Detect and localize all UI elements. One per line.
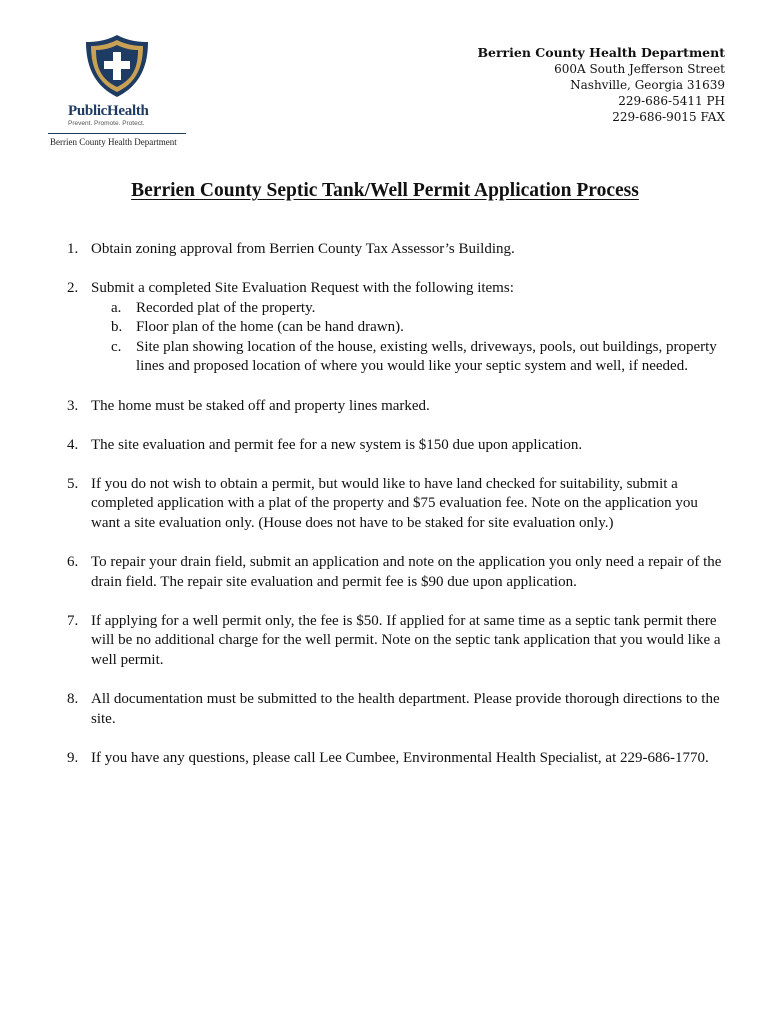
sub-list-item: [111, 338, 727, 377]
step-text: Obtain zoning approval from Berrien County Tax Assessor’s Building.: [91, 241, 515, 257]
logo-tagline: Prevent. Promote. Protect.: [68, 120, 145, 127]
department-address-block: [477, 45, 725, 125]
step-text: The site evaluation and permit fee for a new system is $150 due upon application.: [91, 436, 583, 453]
step-text: The home must be staked off and property lines marked.: [91, 397, 430, 414]
list-item: [67, 749, 727, 769]
logo-department: Berrien County Health Department: [50, 137, 177, 147]
sub-item-text: Recorded plat of the property.: [136, 299, 316, 316]
process-steps-list: [67, 240, 727, 788]
logo-divider: [48, 133, 186, 134]
list-item: [67, 397, 727, 417]
list-item: [67, 475, 727, 534]
step-number: 9.: [67, 749, 79, 766]
list-item: [67, 553, 727, 592]
step-text: To repair your drain field, submit an application and note on the application you only need a repair of the drain field. The repair site evaluation and permit fee is $90 due upon application.: [91, 554, 722, 590]
sub-item-letter: c.: [111, 338, 122, 355]
list-item: [67, 240, 727, 260]
step-text: If applying for a well permit only, the fee is $50. If applied for at same time as a septic tank permit there will be no additional charge for the well permit. Note on the septic tank application that you would like a well permit.: [91, 612, 721, 668]
sub-list-item: [111, 318, 727, 338]
step-number: 2.: [67, 280, 79, 297]
step-text: Submit a completed Site Evaluation Request with the following items:: [91, 280, 514, 297]
sub-item-letter: b.: [111, 319, 123, 336]
step-number: 4.: [67, 436, 79, 453]
step-number: 3.: [67, 397, 79, 414]
logo-wordmark: PublicHealth: [68, 103, 149, 119]
sub-item-text: Floor plan of the home (can be hand drawn).: [136, 319, 404, 336]
list-item: [67, 436, 727, 456]
step-number: 7.: [67, 612, 79, 629]
department-name: Berrien County Health Department: [477, 45, 725, 60]
list-item: [67, 279, 727, 377]
street-address: 600A South Jefferson Street: [554, 62, 725, 76]
phone-number: 229-686-5411 PH: [618, 94, 725, 108]
step-number: 1.: [67, 241, 79, 257]
step-text: If you have any questions, please call Lee Cumbee, Environmental Health Specialist, at 229-686-1770.: [91, 749, 709, 766]
sub-list-item: [111, 299, 727, 319]
shield-cross-icon: [84, 34, 150, 98]
list-item: [67, 690, 727, 729]
step-number: 6.: [67, 554, 79, 571]
step-number: 8.: [67, 691, 79, 707]
list-item: [67, 612, 727, 671]
step-text: All documentation must be submitted to the health department. Please provide thorough directions to the site.: [91, 691, 720, 727]
city-state-zip: Nashville, Georgia 31639: [570, 78, 725, 92]
page-title: Berrien County Septic Tank/Well Permit Application Process: [131, 180, 639, 201]
sub-items-list: [111, 299, 727, 377]
sub-item-text: Site plan showing location of the house, existing wells, driveways, pools, out buildings, property lines and proposed location of where you would like your septic system and well, if needed.: [136, 338, 717, 375]
sub-item-letter: a.: [111, 299, 122, 316]
step-number: 5.: [67, 475, 79, 492]
fax-number: 229-686-9015 FAX: [612, 110, 725, 124]
step-text: If you do not wish to obtain a permit, but would like to have land checked for suitability, submit a completed application with a plat of the property and $75 evaluation fee. Note on the application you want a site evaluation only. (House does not have to be staked for site evaluation only.): [91, 475, 698, 531]
